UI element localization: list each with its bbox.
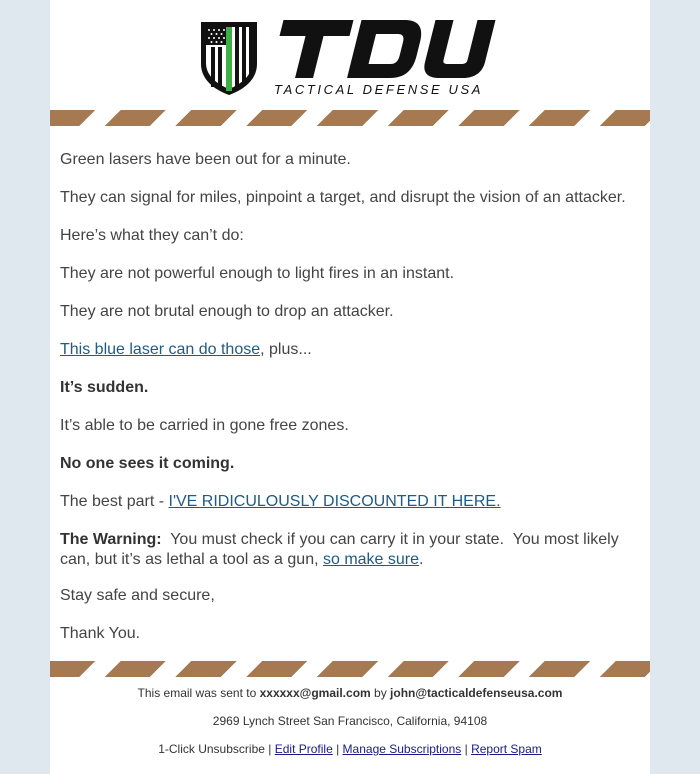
divider-stripe-top (50, 110, 650, 126)
paragraph: Stay safe and secure, (60, 587, 215, 604)
manage-subscriptions-link[interactable]: Manage Subscriptions (342, 742, 462, 756)
sent-by-text: by (370, 686, 391, 700)
report-spam-link[interactable]: Report Spam (471, 742, 542, 756)
discount-link[interactable]: I'VE RIDICULOUSLY DISCOUNTED IT HERE. (168, 493, 501, 510)
separator: | (332, 742, 343, 756)
make-sure-link[interactable]: so make sure (322, 551, 420, 568)
brand-tagline: TACTICAL DEFENSE USA (274, 82, 483, 97)
tdu-logo (271, 14, 503, 84)
edit-profile-link[interactable]: Edit Profile (274, 742, 333, 756)
paragraph: They can signal for miles, pinpoint a target, and disrupt the vision of an attacker. (60, 189, 626, 206)
footer-links (50, 742, 650, 756)
paragraph-text: The best part - (60, 493, 169, 510)
shield-flag-icon (199, 20, 259, 96)
sent-notice (50, 686, 650, 700)
paragraph (60, 530, 635, 570)
postal-address: 2969 Lynch Street San Francisco, California, 94108 (212, 714, 488, 728)
paragraph: It’s able to be carried in gone free zones. (60, 417, 349, 434)
bold-statement: It’s sudden. (60, 379, 149, 396)
email-card (50, 0, 650, 774)
email-header (50, 0, 650, 110)
divider-stripe-bottom (50, 661, 650, 677)
blue-laser-link[interactable]: This blue laser can do those (60, 341, 261, 358)
paragraph (60, 378, 635, 398)
separator: | (461, 742, 472, 756)
paragraph-text: You must check if you can carry it in your state. You most likely can, but it’s as lethal a tool as a gun, (60, 531, 624, 568)
paragraph-text: , plus... (260, 341, 312, 358)
paragraph (60, 492, 635, 512)
email-footer (50, 686, 650, 770)
paragraph (60, 340, 635, 360)
recipient-email: xxxxxx@gmail.com (259, 686, 371, 700)
paragraph: They are not brutal enough to drop an attacker. (60, 303, 394, 320)
paragraph: Here’s what they can’t do: (60, 227, 244, 244)
paragraph (60, 454, 635, 474)
email-body (60, 150, 635, 662)
paragraph: Green lasers have been out for a minute. (60, 151, 351, 168)
sent-text: This email was sent to (137, 686, 260, 700)
bold-statement: No one sees it coming. (60, 455, 235, 472)
unsubscribe-text[interactable]: 1-Click Unsubscribe (158, 742, 265, 756)
paragraph-text: . (419, 551, 424, 568)
paragraph: They are not powerful enough to light fires in an instant. (60, 265, 455, 282)
paragraph: Thank You. (60, 625, 141, 642)
separator: | (264, 742, 275, 756)
sender-email: john@tacticaldefenseusa.com (390, 686, 563, 700)
warning-label: The Warning: (60, 531, 162, 548)
